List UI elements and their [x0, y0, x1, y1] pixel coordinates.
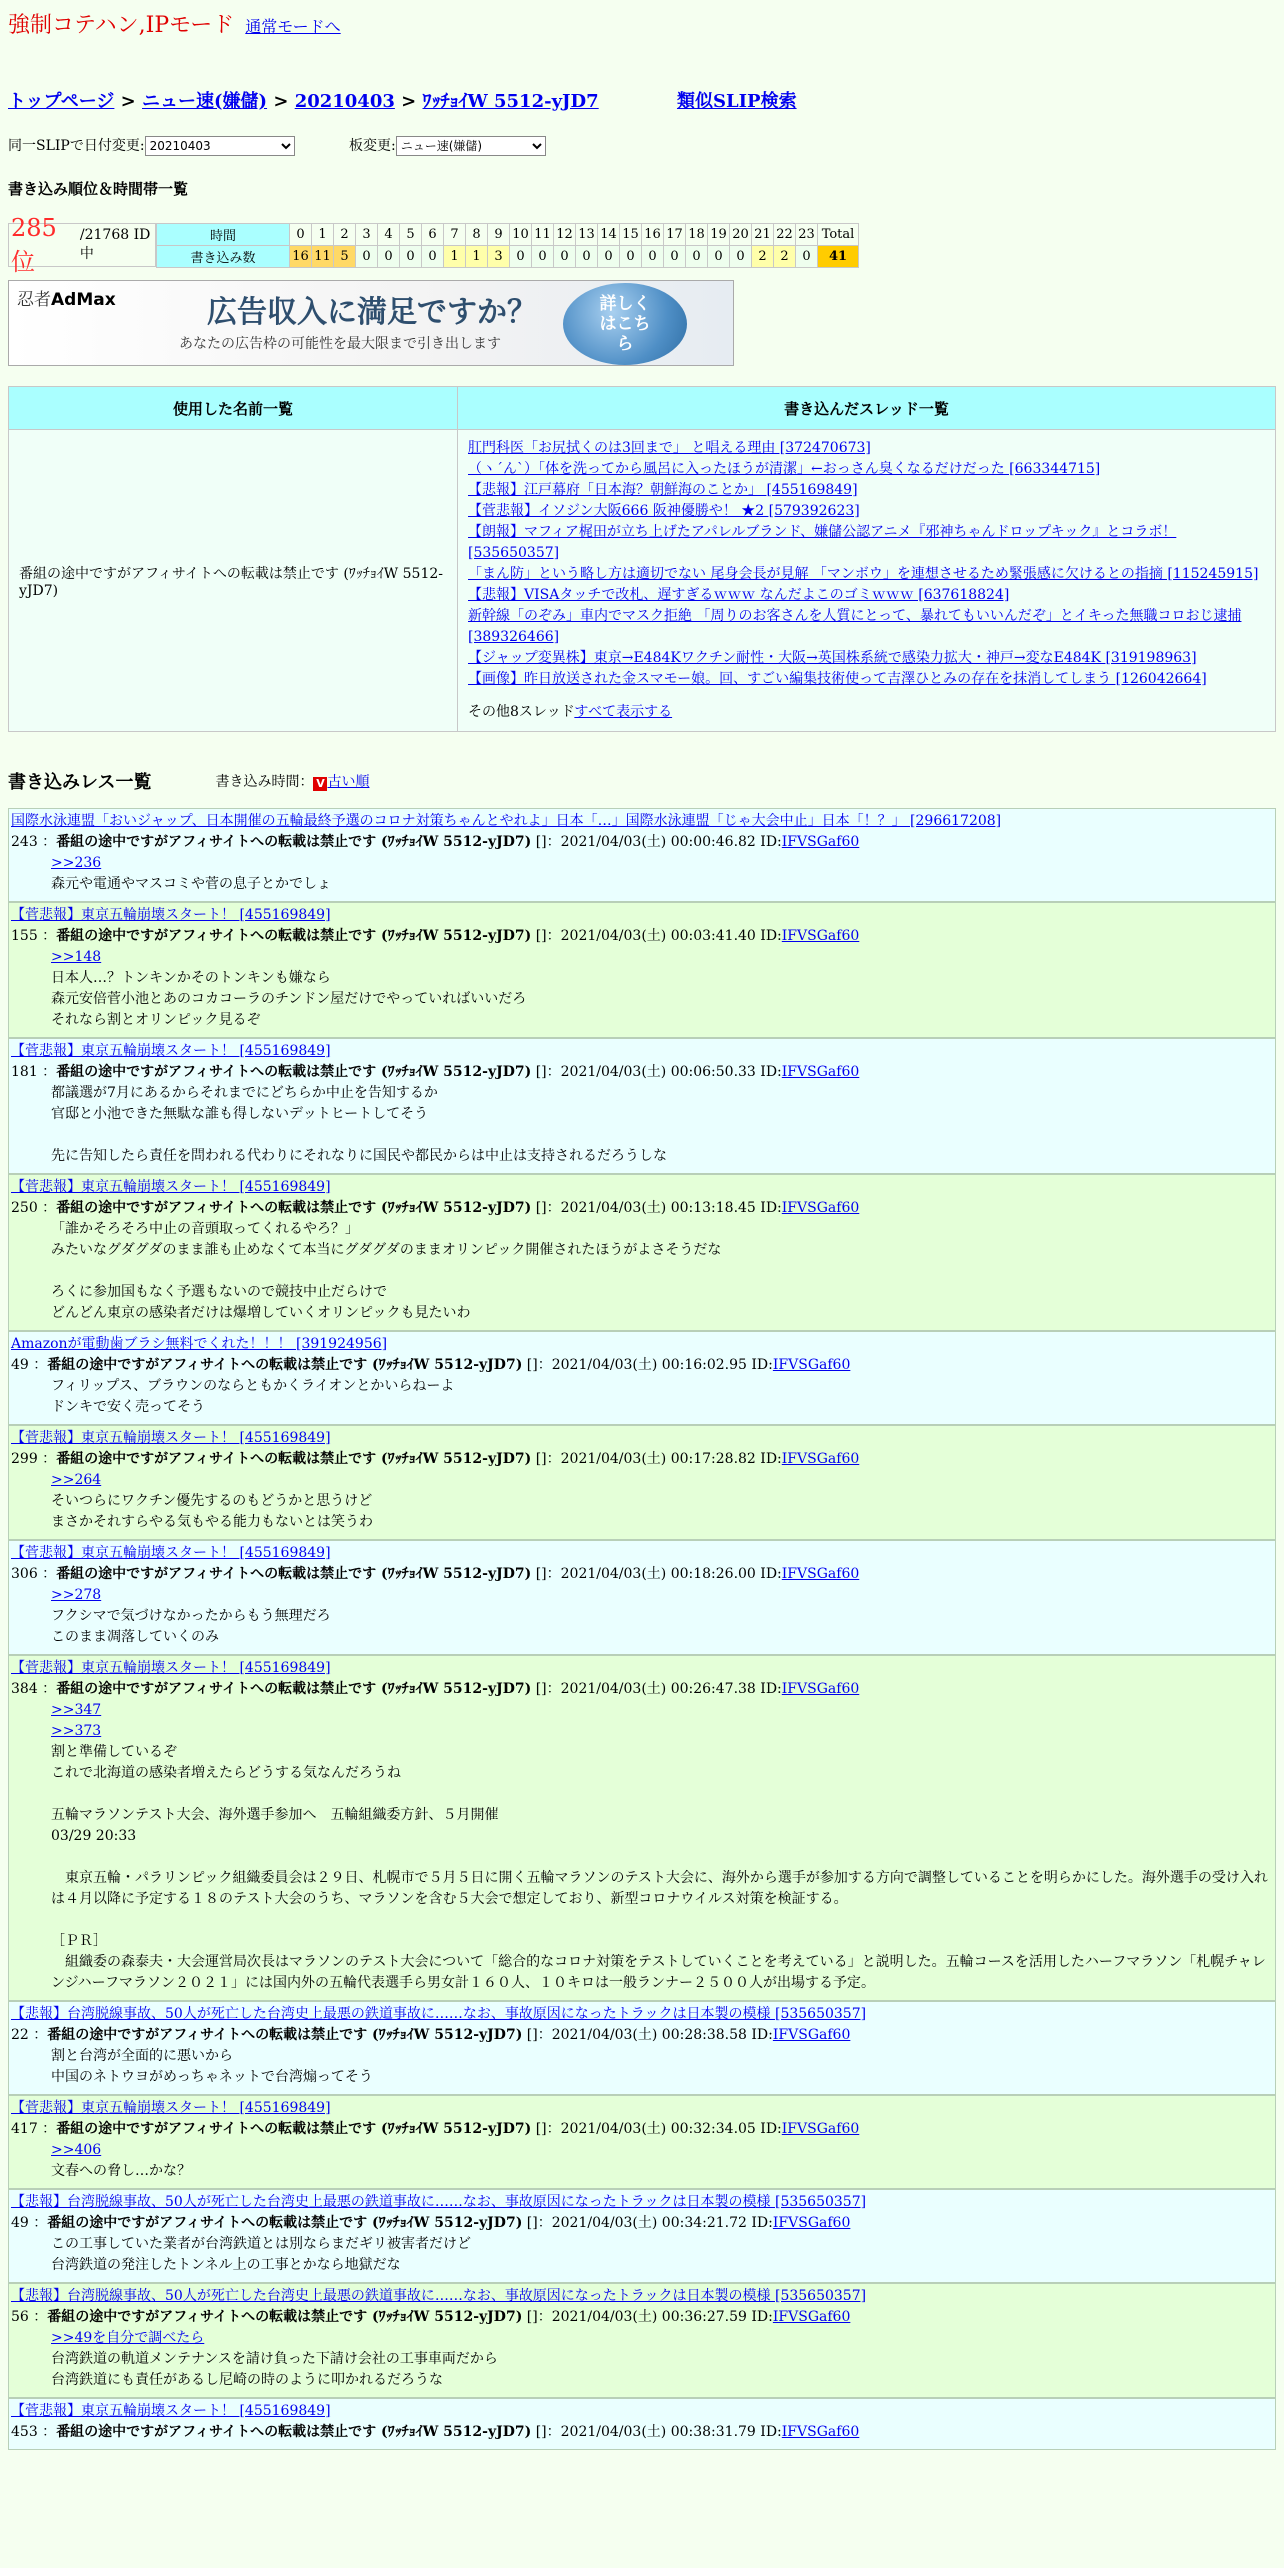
filter-selects: [8, 135, 1276, 156]
post-id-link[interactable]: IFVSGaf60: [772, 2027, 851, 2043]
date-select[interactable]: [145, 136, 295, 156]
post-thread-link[interactable]: 【菅悲報】東京五輪崩壊スタート！ [455169849]: [11, 1179, 331, 1195]
hour-cell: 0: [290, 224, 312, 246]
post-author-name: 番組の途中ですがアフィサイトへの転載は禁止です (ﾜｯﾁｮｲW 5512-yJD7): [56, 1064, 532, 1080]
post-number: 155: [11, 928, 38, 944]
rank-cell: [8, 213, 156, 276]
post-thread-link[interactable]: 【菅悲報】東京五輪崩壊スタート！ [455169849]: [11, 1545, 331, 1561]
post-mail: []：: [535, 1200, 561, 1216]
post-thread-link[interactable]: 【悲報】台湾脱線事故、50人が死亡した台湾史上最悪の鉄道事故に……なお、事故原因になったトラックは日本製の模様 [535650357]: [11, 2006, 867, 2022]
threads-column-header: 書き込んだスレッド一覧: [458, 387, 1276, 430]
post-id-link[interactable]: IFVSGaf60: [781, 1200, 860, 1216]
ad-logo: [17, 285, 116, 310]
post-date: 2021/04/03(土) 00:38:31.79: [560, 2424, 756, 2440]
hour-cell: 22: [774, 224, 796, 246]
post: [8, 1425, 1276, 1540]
hour-cell: 8: [466, 224, 488, 246]
reply-anchor-link[interactable]: >>373: [51, 1723, 102, 1739]
post-body: そいつらにワクチン優先するのもどうかと思うけど まさかそれすらやる気もやる能力もないとは笑うわ: [51, 1493, 373, 1530]
post-id-link[interactable]: IFVSGaf60: [772, 2309, 851, 2325]
sort-order-icon: V: [313, 777, 327, 791]
reply-anchor-link[interactable]: >>347: [51, 1702, 102, 1718]
post-author-name: 番組の途中ですがアフィサイトへの転載は禁止です (ﾜｯﾁｮｲW 5512-yJD7): [56, 2121, 532, 2137]
post-date: 2021/04/03(土) 00:17:28.82: [560, 1451, 756, 1467]
post-time-label-text: 書き込み時間：: [215, 774, 314, 790]
post-thread-link[interactable]: 【菅悲報】東京五輪崩壊スタート！ [455169849]: [11, 2100, 331, 2116]
post-author-name: 番組の途中ですがアフィサイトへの転載は禁止です (ﾜｯﾁｮｲW 5512-yJD7): [47, 2215, 523, 2231]
post-date: 2021/04/03(土) 00:06:50.33: [560, 1064, 756, 1080]
post-author-name: 番組の途中ですがアフィサイトへの転載は禁止です (ﾜｯﾁｮｲW 5512-yJD7): [56, 1200, 532, 1216]
post-id-label: ID:: [760, 1566, 782, 1582]
hour-count-cell: 0: [400, 246, 422, 268]
post-mail: []：: [526, 2309, 552, 2325]
hour-cell: 2: [334, 224, 356, 246]
hour-count-cell: 0: [796, 246, 818, 268]
post-body: 都議選が7月にあるからそれまでにどちらか中止を告知するか 官邸と小池できた無駄な誰も得しないデットヒートしてそう 先に告知したら責任を問われる代わりにそれなりに国民や都民からは中止は支持されるだろうしな: [51, 1085, 667, 1164]
thread-link[interactable]: 「まん防」という略し方は適切でない 尾身会長が見解 「マンボウ」を連想させるため緊張感に欠けるとの指摘 [115245915]: [468, 566, 1259, 582]
hour-cell: 6: [422, 224, 444, 246]
post-time-label: [215, 771, 369, 791]
hour-count-cell: 0: [356, 246, 378, 268]
post-meta: 155 ：番組の途中ですがアフィサイトへの転載は禁止です (ﾜｯﾁｮｲW 5512-yJD7) []：2021/04/03(土) 00:03:41.40 ID:IFVSGaf60: [11, 928, 860, 944]
post: [8, 2095, 1276, 2189]
hour-count-cell: 16: [290, 246, 312, 268]
thread-link[interactable]: 肛門科医「お尻拭くのは3回まで」 と唱える理由 [372470673]: [468, 440, 871, 456]
post-body: 割と準備しているぞ これで北海道の感染者増えたらどうする気なんだろうね 五輪マラソンテスト大会、海外選手参加へ 五輪組織委方針、５月開催 03/29 20:33 東京五輪・パラリンピック組織委員会は２９日、札幌市で５月５日に開く五輪マラソンのテスト大会に、海外から選手が参加する方向で調整していることを明らかにした。海外選手の受け入れは４月以降に予定する１８のテスト大会のうち、マラソンを含む５大会で想定しており、新型コロナウイルス対策を検証する。 ［ＰＲ］ 組織委の森泰夫・大会運営局次長はマラソンのテスト大会について「総合的なコロナ対策をテストしていくことを考えている」と説明した。五輪コースを活用したハーフマラソン「札幌チャレンジハーフマラソン２０２１」には国内外の五輪代表選手ら男女計１６０人、１０キロは一般ランナー２５００人が出場する予定。: [51, 1744, 1268, 1991]
mode-title: 強制コテハン,IPモード: [8, 13, 235, 38]
post-id-label: ID:: [760, 1064, 782, 1080]
post-body: 台湾鉄道の軌道メンテナンスを請け負った下請け会社の工事車両だから 台湾鉄道にも責任があるし尼崎の時のように叩かれるだろうな: [51, 2351, 498, 2388]
post-thread-link[interactable]: 【菅悲報】東京五輪崩壊スタート！ [455169849]: [11, 1660, 331, 1676]
hour-count-cell: 41: [818, 246, 859, 268]
hour-header-row: [157, 224, 859, 246]
post-author-name: 番組の途中ですがアフィサイトへの転載は禁止です (ﾜｯﾁｮｲW 5512-yJD7): [47, 2309, 523, 2325]
post-body: 日本人…？トンキンかそのトンキンも嫌なら 森元安倍菅小池とあのコカコーラのチンドン屋だけでやっていればいいだろ それなら割とオリンピック見るぞ: [51, 970, 527, 1028]
show-all-threads-link[interactable]: すべて表示する: [574, 704, 673, 720]
hour-cell: Total: [818, 224, 859, 246]
post-mail: []：: [526, 1357, 552, 1373]
breadcrumb-slip[interactable]: ﾜｯﾁｮｲW 5512-yJD7: [422, 91, 599, 112]
post-date: 2021/04/03(土) 00:16:02.95: [551, 1357, 747, 1373]
post-body: フクシマで気づけなかったからもう無理だろ このまま凋落していくのみ: [51, 1608, 331, 1645]
total-ids: /21768 ID中: [79, 227, 151, 262]
post-date: 2021/04/03(土) 00:13:18.45: [560, 1200, 756, 1216]
post: [8, 1038, 1276, 1174]
post-author-name: 番組の途中ですがアフィサイトへの転載は禁止です (ﾜｯﾁｮｲW 5512-yJD7): [56, 2424, 532, 2440]
thread-link[interactable]: 新幹線「のぞみ」車内でマスク拒絶 「周りのお客さんを人質にとって、暴れてもいいんだぞ」とイキった無職コロおじ逮捕 [389326466]: [468, 608, 1242, 645]
reply-anchor-link[interactable]: >>148: [51, 949, 102, 965]
post-meta: 306 ：番組の途中ですがアフィサイトへの転載は禁止です (ﾜｯﾁｮｲW 5512-yJD7) []：2021/04/03(土) 00:18:26.00 ID:IFVSGaf60: [11, 1566, 860, 1582]
post-thread-link[interactable]: 【菅悲報】東京五輪崩壊スタート！ [455169849]: [11, 2403, 331, 2419]
hour-count-row: [157, 246, 859, 268]
post-number: 417: [11, 2121, 38, 2137]
hour-cell: 3: [356, 224, 378, 246]
post-date: 2021/04/03(土) 00:00:46.82: [560, 834, 756, 850]
hour-cell: 15: [620, 224, 642, 246]
post-meta: 299 ：番組の途中ですがアフィサイトへの転載は禁止です (ﾜｯﾁｮｲW 5512-yJD7) []：2021/04/03(土) 00:17:28.82 ID:IFVSGaf60: [11, 1451, 860, 1467]
hour-count-cell: 0: [642, 246, 664, 268]
reply-anchor-link[interactable]: >>278: [51, 1587, 102, 1603]
ad-cta-button[interactable]: [563, 283, 687, 365]
post-id-label: ID:: [760, 1451, 782, 1467]
page-header: [8, 8, 1276, 39]
post-mail: []：: [535, 1064, 561, 1080]
ranking-section-title: 書き込み順位＆時間帯一覧: [8, 180, 189, 198]
names-column-header: 使用した名前一覧: [9, 387, 458, 430]
breadcrumb-board[interactable]: ニュー速(嫌儲): [142, 91, 268, 112]
post-id-link[interactable]: IFVSGaf60: [772, 2215, 851, 2231]
hour-cell: 12: [554, 224, 576, 246]
post-date: 2021/04/03(土) 00:34:21.72: [551, 2215, 747, 2231]
hour-cell: 13: [576, 224, 598, 246]
hour-cell: 16: [642, 224, 664, 246]
ad-banner[interactable]: [8, 280, 734, 366]
reply-anchor-link[interactable]: >>406: [51, 2142, 102, 2158]
thread-link[interactable]: 【菅悲報】イソジン大阪666 阪神優勝や！ ★2 [579392623]: [468, 503, 860, 519]
breadcrumb-sep: >: [267, 91, 295, 112]
post-meta: 453 ：番組の途中ですがアフィサイトへの転載は禁止です (ﾜｯﾁｮｲW 5512-yJD7) []：2021/04/03(土) 00:38:31.79 ID:IFVSGaf60: [11, 2424, 860, 2440]
more-threads: [468, 702, 1265, 723]
post-body: フィリップス、ブラウンのならともかくライオンとかいらねーよ ドンキで安く売ってそう: [51, 1378, 455, 1415]
post-meta: 49 ：番組の途中ですがアフィサイトへの転載は禁止です (ﾜｯﾁｮｲW 5512-yJD7) []：2021/04/03(土) 00:34:21.72 ID:IFVSGaf60: [11, 2215, 851, 2231]
thread-link[interactable]: 【悲報】VISAタッチで改札、遅すぎるｗｗｗ なんだよこのゴミｗｗｗ [637618824]: [468, 587, 1010, 603]
post-thread-link[interactable]: Amazonが電動歯ブラシ無料でくれた！！！ [391924956]: [11, 1336, 388, 1352]
thread-link[interactable]: 【画像】昨日放送された金スマモー娘。回、すごい編集技術使って吉澤ひとみの存在を抹消してしまう [126042664]: [468, 671, 1207, 687]
hour-count-cell: 0: [422, 246, 444, 268]
breadcrumb-top[interactable]: トップページ: [8, 91, 115, 112]
post-thread-link[interactable]: 【菅悲報】東京五輪崩壊スタート！ [455169849]: [11, 907, 331, 923]
hour-count-cell: 2: [752, 246, 774, 268]
post-author-name: 番組の途中ですがアフィサイトへの転載は禁止です (ﾜｯﾁｮｲW 5512-yJD7): [56, 1566, 532, 1582]
post-meta: 250 ：番組の途中ですがアフィサイトへの転載は禁止です (ﾜｯﾁｮｲW 5512-yJD7) []：2021/04/03(土) 00:13:18.45 ID:IFVSGaf60: [11, 1200, 860, 1216]
post-id-label: ID:: [751, 2027, 773, 2043]
breadcrumb-sep: >: [114, 91, 143, 112]
post-meta: 181 ：番組の途中ですがアフィサイトへの転載は禁止です (ﾜｯﾁｮｲW 5512-yJD7) []：2021/04/03(土) 00:06:50.33 ID:IFVSGaf60: [11, 1064, 860, 1080]
more-threads-count: その他8スレッド: [468, 704, 575, 720]
post-id-label: ID:: [760, 1681, 782, 1697]
post-id-label: ID:: [760, 2424, 782, 2440]
post-mail: []：: [526, 2027, 552, 2043]
post-date: 2021/04/03(土) 00:32:34.05: [560, 2121, 756, 2137]
ad-logo-b: AdMax: [51, 290, 116, 310]
post-id-link[interactable]: IFVSGaf60: [781, 1566, 860, 1582]
hour-cell: 21: [752, 224, 774, 246]
post-number: 22: [11, 2027, 29, 2043]
hour-count-cell: 1: [444, 246, 466, 268]
hour-count-cell: 11: [312, 246, 334, 268]
post-mail: []：: [535, 834, 561, 850]
post-id-link[interactable]: IFVSGaf60: [781, 1681, 860, 1697]
post-date: 2021/04/03(土) 00:28:38.58: [551, 2027, 747, 2043]
post: [8, 2283, 1276, 2398]
post-number: 453: [11, 2424, 38, 2440]
post-mail: []：: [535, 928, 561, 944]
post: [8, 808, 1276, 902]
post-body: 「誰かそろそろ中止の音頭取ってくれるやろ？」 みたいなグダグダのまま誰も止めなくて本当にグダグダのままオリンピック開催されたほうがよさそうだな ろくに参加国もなく予選もないので競技中止だらけで どんどん東京の感染者だけは爆増していくオリンピックも見たいわ: [51, 1221, 722, 1321]
post-thread-link[interactable]: 国際水泳連盟「おいジャップ、日本開催の五輪最終予選のコロナ対策ちゃんとやれよ」日本「…」国際水泳連盟「じゃ大会中止」日本「！？」 [296617208]: [11, 813, 1002, 829]
post-id-link[interactable]: IFVSGaf60: [781, 1064, 860, 1080]
hour-cell: 19: [708, 224, 730, 246]
post-number: 384: [11, 1681, 38, 1697]
post-author-name: 番組の途中ですがアフィサイトへの転載は禁止です (ﾜｯﾁｮｲW 5512-yJD7): [47, 1357, 523, 1373]
post-id-link[interactable]: IFVSGaf60: [772, 1357, 851, 1373]
board-select-label: 板変更:: [349, 138, 396, 154]
post-thread-link[interactable]: 【悲報】台湾脱線事故、50人が死亡した台湾史上最悪の鉄道事故に……なお、事故原因になったトラックは日本製の模様 [535650357]: [11, 2194, 867, 2210]
post-date: 2021/04/03(土) 00:26:47.38: [560, 1681, 756, 1697]
post-id-label: ID:: [760, 2121, 782, 2137]
post-thread-link[interactable]: 【菅悲報】東京五輪崩壊スタート！ [455169849]: [11, 1043, 331, 1059]
post: [8, 2398, 1276, 2450]
post-id-label: ID:: [760, 1200, 782, 1216]
post-id-link[interactable]: IFVSGaf60: [781, 2424, 860, 2440]
post-number: 49: [11, 1357, 29, 1373]
time-label: 時間: [157, 224, 290, 246]
ad-subtext: あなたの広告枠の可能性を最大限まで引き出します: [179, 336, 501, 352]
post-meta: 22 ：番組の途中ですがアフィサイトへの転載は禁止です (ﾜｯﾁｮｲW 5512-yJD7) []：2021/04/03(土) 00:28:38.58 ID:IFVSGaf60: [11, 2027, 851, 2043]
hour-cell: 23: [796, 224, 818, 246]
rank-value: 285 位: [11, 213, 57, 276]
hour-cell: 14: [598, 224, 620, 246]
post-mail: []：: [535, 1566, 561, 1582]
post-date: 2021/04/03(土) 00:03:41.40: [560, 928, 756, 944]
post-id-link[interactable]: IFVSGaf60: [781, 1451, 860, 1467]
hour-cell: 1: [312, 224, 334, 246]
hour-count-cell: 0: [686, 246, 708, 268]
hour-count-cell: 0: [378, 246, 400, 268]
hour-count-cell: 0: [576, 246, 598, 268]
hour-cell: 9: [488, 224, 510, 246]
post-date: 2021/04/03(土) 00:18:26.00: [560, 1566, 756, 1582]
hour-count-cell: 3: [488, 246, 510, 268]
hour-count-cell: 0: [664, 246, 686, 268]
post-body: 文春への脅し…かな？: [51, 2163, 191, 2179]
post-body: この工事していた業者が台湾鉄道とは別ならまだギリ被害者だけど 台湾鉄道の発注したトンネル上の工事とかなら地獄だな: [51, 2236, 471, 2273]
post: [8, 1655, 1276, 2001]
post-author-name: 番組の途中ですがアフィサイトへの転載は禁止です (ﾜｯﾁｮｲW 5512-yJD7): [56, 834, 532, 850]
thread-link[interactable]: 【悲報】江戸幕府「日本海？朝鮮海のことか」 [455169849]: [468, 482, 858, 498]
normal-mode-link[interactable]: 通常モードへ: [245, 17, 341, 36]
post-author-name: 番組の途中ですがアフィサイトへの転載は禁止です (ﾜｯﾁｮｲW 5512-yJD7): [56, 928, 532, 944]
hour-cell: 18: [686, 224, 708, 246]
hour-count-cell: 0: [730, 246, 752, 268]
post-thread-link[interactable]: 【悲報】台湾脱線事故、50人が死亡した台湾史上最悪の鉄道事故に……なお、事故原因になったトラックは日本製の模様 [535650357]: [11, 2288, 867, 2304]
post-number: 181: [11, 1064, 38, 1080]
thread-links: [468, 438, 1265, 690]
hour-cell: 11: [532, 224, 554, 246]
post-body: 割と台湾が全面的に悪いから 中国のネトウヨがめっちゃネットで台湾煽ってそう: [51, 2048, 373, 2085]
post-mail: []：: [535, 1451, 561, 1467]
hour-cell: 5: [400, 224, 422, 246]
post: [8, 2001, 1276, 2095]
hour-count-cell: 0: [510, 246, 532, 268]
post: [8, 2189, 1276, 2283]
reply-anchor-link[interactable]: >>264: [51, 1472, 102, 1488]
post: [8, 1174, 1276, 1331]
post-author-name: 番組の途中ですがアフィサイトへの転載は禁止です (ﾜｯﾁｮｲW 5512-yJD7): [56, 1451, 532, 1467]
similar-slip-search-link[interactable]: 類似SLIP検索: [676, 91, 797, 112]
post-id-link[interactable]: IFVSGaf60: [781, 834, 860, 850]
post-meta: 49 ：番組の途中ですがアフィサイトへの転載は禁止です (ﾜｯﾁｮｲW 5512-yJD7) []：2021/04/03(土) 00:16:02.95 ID:IFVSGaf60: [11, 1357, 851, 1373]
post-id-link[interactable]: IFVSGaf60: [781, 2121, 860, 2137]
hour-cell: 17: [664, 224, 686, 246]
post-meta: 384 ：番組の途中ですがアフィサイトへの転載は禁止です (ﾜｯﾁｮｲW 5512-yJD7) []：2021/04/03(土) 00:26:47.38 ID:IFVSGaf60: [11, 1681, 860, 1697]
post-date: 2021/04/03(土) 00:36:27.59: [551, 2309, 747, 2325]
post-number: 299: [11, 1451, 38, 1467]
post-mail: []：: [535, 2424, 561, 2440]
post-id-label: ID:: [751, 2215, 773, 2231]
post-number: 306: [11, 1566, 38, 1582]
ad-logo-a: 忍者: [17, 290, 51, 310]
hour-count-cell: 0: [532, 246, 554, 268]
hour-count-cell: 0: [554, 246, 576, 268]
hour-count-cell: 5: [334, 246, 356, 268]
reply-anchor-link[interactable]: >>236: [51, 855, 102, 871]
post-body: 森元や電通やマスコミや菅の息子とかでしょ: [51, 876, 331, 892]
hour-cell: 4: [378, 224, 400, 246]
post-number: 49: [11, 2215, 29, 2231]
posts-label: 書き込み数: [157, 246, 290, 268]
post-mail: []：: [535, 2121, 561, 2137]
breadcrumb-sep: >: [394, 91, 423, 112]
reply-anchor-link[interactable]: >>49を自分で調べたら: [51, 2330, 205, 2346]
post-mail: []：: [526, 2215, 552, 2231]
post-author-name: 番組の途中ですがアフィサイトへの転載は禁止です (ﾜｯﾁｮｲW 5512-yJD7): [56, 1681, 532, 1697]
thread-link[interactable]: 【ジャップ変異株】東京→E484Kワクチン耐性・大阪→英国株系統で感染力拡大・神戸→変なE484K [319198963]: [468, 650, 1197, 666]
breadcrumb: [8, 87, 1276, 113]
post-meta: 243 ：番組の途中ですがアフィサイトへの転載は禁止です (ﾜｯﾁｮｲW 5512-yJD7) []：2021/04/03(土) 00:00:46.82 ID:IFVSGaf60: [11, 834, 860, 850]
posts-header: [8, 768, 1276, 794]
hourly-posts-table: [156, 223, 859, 268]
hour-count-cell: 0: [708, 246, 730, 268]
posts-title: 書き込みレス一覧: [8, 772, 152, 793]
hour-cell: 20: [730, 224, 752, 246]
hour-cell: 7: [444, 224, 466, 246]
post-number: 243: [11, 834, 38, 850]
post: [8, 902, 1276, 1038]
hour-count-cell: 0: [598, 246, 620, 268]
hour-cell: 10: [510, 224, 532, 246]
thread-link[interactable]: 【朗報】マフィア梶田が立ち上げたアパレルブランド、嫌儲公認アニメ『邪神ちゃんドロップキック』とコラボ！ [535650357]: [468, 524, 1177, 561]
post-number: 250: [11, 1200, 38, 1216]
post-id-label: ID:: [751, 2309, 773, 2325]
post-meta: 417 ：番組の途中ですがアフィサイトへの転載は禁止です (ﾜｯﾁｮｲW 5512-yJD7) []：2021/04/03(土) 00:32:34.05 ID:IFVSGaf60: [11, 2121, 860, 2137]
post-number: 56: [11, 2309, 29, 2325]
board-select[interactable]: [396, 136, 546, 156]
post: [8, 1540, 1276, 1655]
date-select-label: 同一SLIPで日付変更:: [8, 138, 145, 154]
post-thread-link[interactable]: 【菅悲報】東京五輪崩壊スタート！ [455169849]: [11, 1430, 331, 1446]
post-mail: []：: [535, 1681, 561, 1697]
post-id-link[interactable]: IFVSGaf60: [781, 928, 860, 944]
thread-link[interactable]: （ヽ´ん`）「体を洗ってから風呂に入ったほうが清潔」←おっさん臭くなるだけだった [663344715]: [468, 461, 1101, 477]
ad-headline: 広告収入に満足ですか？: [207, 295, 537, 330]
post-id-label: ID:: [760, 834, 782, 850]
hour-count-cell: 1: [466, 246, 488, 268]
hour-count-cell: 2: [774, 246, 796, 268]
sort-oldest-link[interactable]: 古い順: [327, 774, 370, 790]
breadcrumb-date[interactable]: 20210403: [294, 91, 395, 112]
ad-cta-label: 詳しくはこちら: [599, 294, 651, 354]
ranking-row: [8, 213, 1276, 276]
post-id-label: ID:: [760, 928, 782, 944]
post-author-name: 番組の途中ですがアフィサイトへの転載は禁止です (ﾜｯﾁｮｲW 5512-yJD7): [47, 2027, 523, 2043]
summary-table: [8, 386, 1276, 732]
post-list: [8, 808, 1276, 2450]
hour-count-cell: 0: [620, 246, 642, 268]
post-id-label: ID:: [751, 1357, 773, 1373]
post-meta: 56 ：番組の途中ですがアフィサイトへの転載は禁止です (ﾜｯﾁｮｲW 5512-yJD7) []：2021/04/03(土) 00:36:27.59 ID:IFVSGaf60: [11, 2309, 851, 2325]
thread-list: [458, 430, 1276, 732]
used-name: 番組の途中ですがアフィサイトへの転載は禁止です (ﾜｯﾁｮｲW 5512-yJD7): [9, 430, 458, 732]
post: [8, 1331, 1276, 1425]
